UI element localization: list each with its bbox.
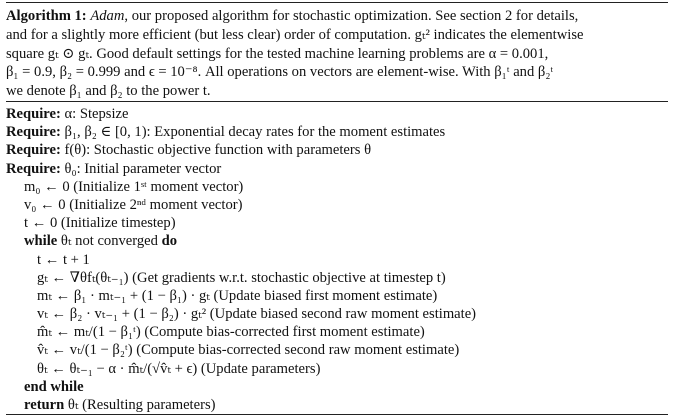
step-increment: t ← t + 1: [37, 251, 90, 268]
while-condition: θₜ not converged: [60, 233, 158, 250]
step-gradient: gₜ ← ∇θfₜ(θₜ₋₁) (Get gradients w.r.t. stochastic objective at timestep t): [37, 269, 446, 286]
bottom-rule: [6, 414, 668, 415]
require-keyword: Require:: [6, 160, 61, 177]
require-betas: [6, 123, 668, 141]
require-text: f(θ): Stochastic objective function with parameters θ: [64, 142, 372, 159]
algorithm-body: [6, 105, 668, 414]
caption-line-1-rest: , our proposed algorithm for stochastic optimization. See section 2 for details,: [124, 8, 579, 24]
return-keyword: return: [24, 397, 65, 413]
while-line: [6, 232, 668, 250]
caption-line-5: we denote β₁ and β₂ to the power t.: [6, 83, 211, 100]
algorithm-caption: [6, 7, 668, 101]
require-text: θ₀: Initial parameter vector: [64, 160, 222, 177]
caption-line-1: [6, 7, 668, 26]
require-text: α: Stepsize: [64, 106, 129, 122]
step-second-moment: vₜ ← β₂ · vₜ₋₁ + (1 − β₂) · gₜ² (Update biased second raw moment estimate): [37, 306, 477, 323]
caption-line-3: square gₜ ⊙ gₜ. Good default settings for the tested machine learning problems are α = 0.001,: [6, 45, 549, 62]
require-keyword: Require:: [6, 106, 61, 122]
return-line: [6, 396, 668, 414]
init-timestep: t ← 0 (Initialize timestep): [24, 215, 176, 232]
algorithm-label: Algorithm 1:: [6, 8, 87, 24]
do-keyword: do: [161, 233, 178, 250]
step-update-parameters: θₜ ← θₜ₋₁ − α · m̂ₜ/(√v̂ₜ + ϵ) (Update parameters): [37, 360, 321, 377]
require-keyword: Require:: [6, 124, 61, 141]
top-rule: [6, 2, 668, 3]
require-alpha: [6, 105, 668, 123]
algorithm-name: Adam: [90, 8, 125, 24]
return-value: θₜ (Resulting parameters): [67, 397, 216, 413]
require-text: β₁, β₂ ∈ [0, 1): Exponential decay rates for the moment estimates: [64, 124, 446, 141]
step-bias-correct-first: m̂ₜ ← mₜ/(1 − β₁ᵗ) (Compute bias-corrected first moment estimate): [37, 324, 425, 341]
caption-line-2: and for a slightly more efficient (but less clear) order of computation. gₜ² indicates the elementwise: [6, 26, 584, 43]
require-objective: [6, 141, 668, 159]
init-second-moment: v₀ ← 0 (Initialize 2ⁿᵈ moment vector): [24, 196, 243, 213]
caption-rule: [6, 101, 668, 102]
while-keyword: while: [24, 233, 58, 250]
init-first-moment: m₀ ← 0 (Initialize 1ˢᵗ moment vector): [24, 178, 244, 195]
caption-line-4: β₁ = 0.9, β₂ = 0.999 and ϵ = 10⁻⁸. All operations on vectors are element-wise. With β₁ᵗ and β₂ᵗ: [6, 64, 554, 81]
require-keyword: Require:: [6, 142, 61, 159]
end-while-line: end while: [24, 378, 84, 395]
require-theta: [6, 160, 668, 178]
step-first-moment: mₜ ← β₁ · mₜ₋₁ + (1 − β₁) · gₜ (Update biased first moment estimate): [37, 287, 438, 304]
step-bias-correct-second: v̂ₜ ← vₜ/(1 − β₂ᵗ) (Compute bias-corrected second raw moment estimate): [37, 342, 460, 359]
